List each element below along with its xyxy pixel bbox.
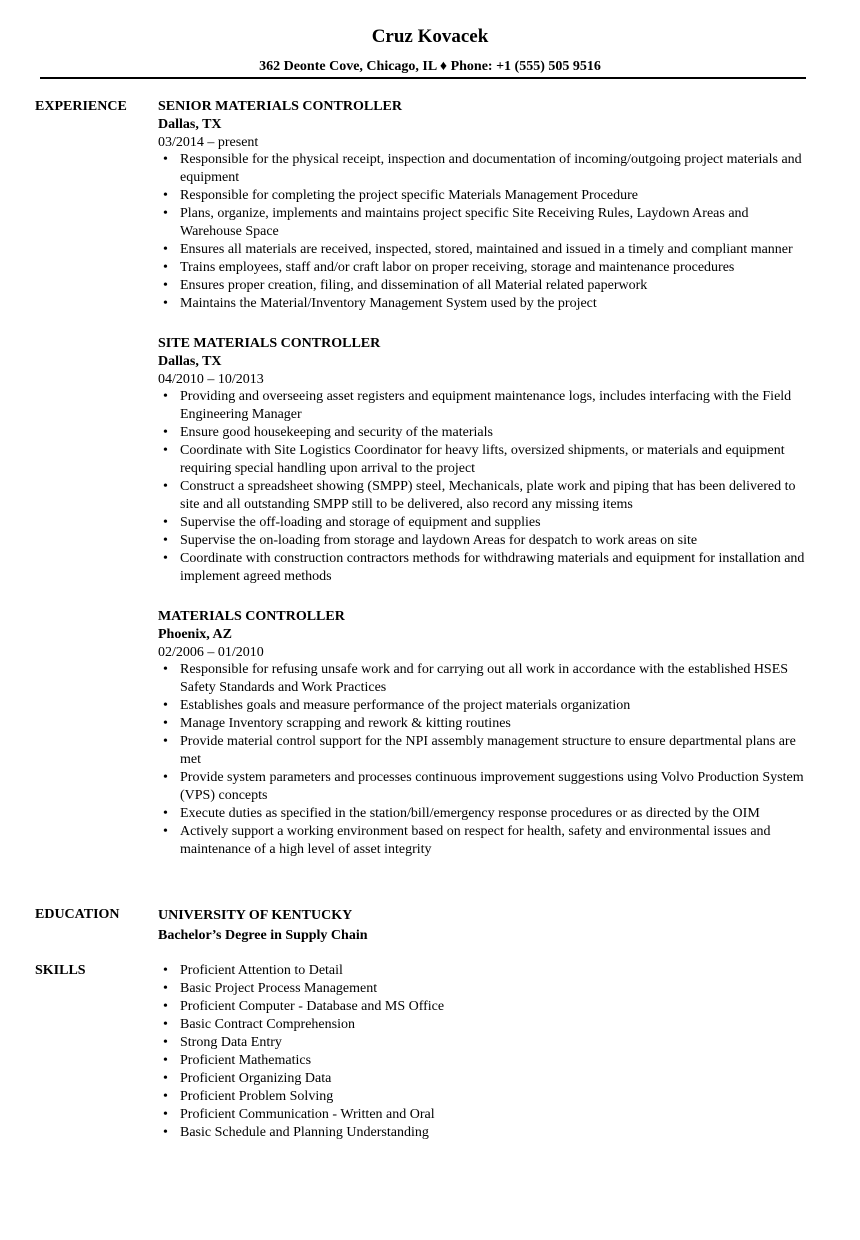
job-duties-list [158,388,808,586]
school-name: UNIVERSITY OF KENTUCKY [158,908,353,923]
contact-line: 362 Deonte Cove, Chicago, IL ♦ Phone: +1 (555) 505 9516 [259,59,601,74]
job-dates: 04/2010 – 10/2013 [158,372,264,387]
skills-body [158,962,808,1142]
job-entry [158,98,808,313]
job-location: Phoenix, AZ [158,627,232,642]
duty-item: • Plans, organize, implements and maintains project specific Site Receiving Rules, Laydown Areas and Warehouse Space [180,205,808,241]
job-dates: 02/2006 – 01/2010 [158,645,264,660]
duty-item: • Provide system parameters and processes continuous improvement suggestions using Volvo Production System (VPS) concepts [180,769,808,805]
duty-item: • Ensures all materials are received, inspected, stored, maintained and issued in a timely and compliant manner [180,241,808,259]
job-entry [158,335,808,586]
education-heading: EDUCATION [35,907,120,922]
candidate-name: Cruz Kovacek [371,26,489,47]
duty-item: • Supervise the on-loading from storage and laydown Areas for despatch to work areas on site [180,532,808,550]
duty-item: • Provide material control support for the NPI assembly management structure to ensure departmental plans are met [180,733,808,769]
duty-item: • Responsible for completing the project specific Materials Management Procedure [180,187,808,205]
duty-item: • Coordinate with Site Logistics Coordinator for heavy lifts, oversized shipments, or materials and equipment requiring special handling upon arrival to the project [180,442,808,478]
skill-item: • Strong Data Entry [180,1034,808,1052]
duty-item: • Ensure good housekeeping and security of the materials [180,424,808,442]
resume-header [0,24,860,76]
duty-item: • Supervise the off-loading and storage of equipment and supplies [180,514,808,532]
skill-item: • Basic Contract Comprehension [180,1016,808,1034]
degree-name: Bachelor’s Degree in Supply Chain [158,928,368,943]
job-dates: 03/2014 – present [158,135,259,150]
job-duties-list [158,661,808,859]
duty-item: • Manage Inventory scrapping and rework & kitting routines [180,715,808,733]
skill-item: • Basic Project Process Management [180,980,808,998]
skill-item: • Proficient Computer - Database and MS Office [180,998,808,1016]
job-title: SITE MATERIALS CONTROLLER [158,336,381,351]
experience-body [158,98,808,859]
job-entry [158,608,808,859]
experience-heading: EXPERIENCE [35,99,127,114]
duty-item: • Responsible for the physical receipt, inspection and documentation of incoming/outgoing project materials and equipment [180,151,808,187]
duty-item: • Coordinate with construction contractors methods for withdrawing materials and equipment for installation and implement agreed methods [180,550,808,586]
job-title: MATERIALS CONTROLLER [158,609,345,624]
skills-list [158,962,808,1142]
duty-item: • Maintains the Material/Inventory Management System used by the project [180,295,808,313]
duty-item: • Trains employees, staff and/or craft labor on proper receiving, storage and maintenance procedures [180,259,808,277]
job-location: Dallas, TX [158,354,222,369]
education-body [158,906,808,945]
job-title: SENIOR MATERIALS CONTROLLER [158,99,403,114]
skill-item: • Proficient Attention to Detail [180,962,808,980]
duty-item: • Responsible for refusing unsafe work and for carrying out all work in accordance with the established HSES Safety Standards and Work Practices [180,661,808,697]
duty-item: • Establishes goals and measure performance of the project materials organization [180,697,808,715]
duty-item: • Execute duties as specified in the station/bill/emergency response procedures or as directed by the OIM [180,805,808,823]
duty-item: • Providing and overseeing asset registers and equipment maintenance logs, includes interfacing with the Field Engineering Manager [180,388,808,424]
skills-heading: SKILLS [35,963,86,978]
duty-item: • Ensures proper creation, filing, and dissemination of all Material related paperwork [180,277,808,295]
header-divider [40,77,806,79]
duty-item: • Construct a spreadsheet showing (SMPP) steel, Mechanicals, plate work and piping that has been delivered to site and all outstanding SMPP still to be delivered, also record any missing items [180,478,808,514]
duty-item: • Actively support a working environment based on respect for health, safety and environmental issues and maintenance of a high level of asset integrity [180,823,808,859]
skill-item: • Proficient Mathematics [180,1052,808,1070]
skill-item: • Basic Schedule and Planning Understanding [180,1124,808,1142]
skill-item: • Proficient Communication - Written and Oral [180,1106,808,1124]
job-location: Dallas, TX [158,117,222,132]
job-duties-list [158,151,808,313]
skill-item: • Proficient Organizing Data [180,1070,808,1088]
skill-item: • Proficient Problem Solving [180,1088,808,1106]
